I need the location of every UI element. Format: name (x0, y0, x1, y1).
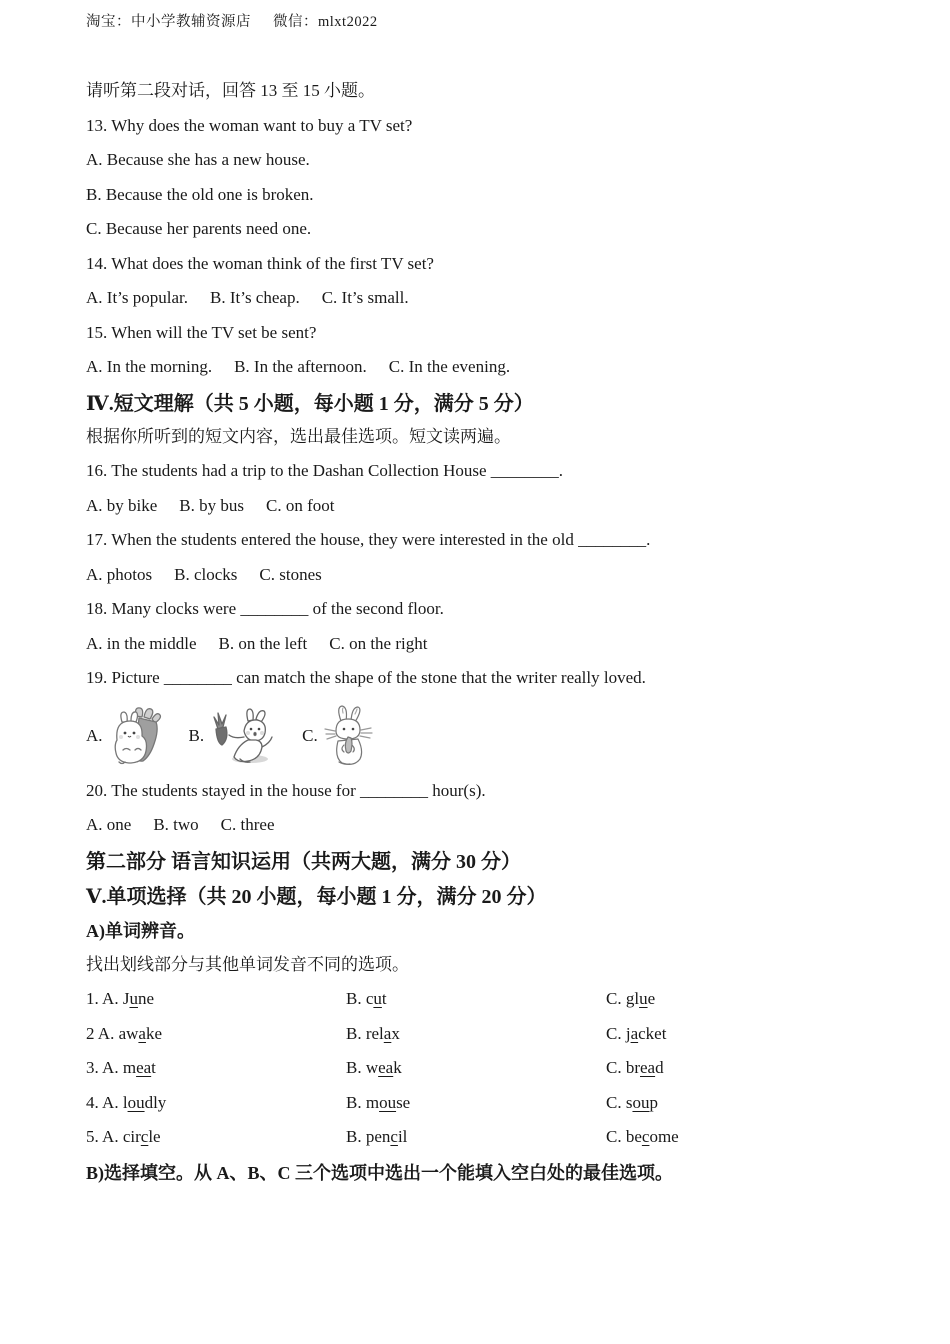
q16-options (86, 497, 890, 515)
q16-option-c: C. on foot (266, 495, 335, 515)
phonics-2b: B. relax (346, 1023, 400, 1043)
q15-option-c: C. In the evening. (388, 357, 511, 376)
picture-b-label: B. (188, 725, 205, 745)
picture-option-b (189, 707, 277, 765)
phonics-row-4 (86, 1094, 890, 1112)
rabbit-with-carrot-backpack-icon (109, 706, 163, 766)
question-17: 17. When the students entered the house, they were interested in the old ________. (86, 530, 651, 549)
phonics-4a: 4. A. loudly (86, 1092, 167, 1112)
q17-option-c: C. stones (259, 564, 322, 584)
sub-a-instruction: 找出划线部分与其他单词发音不同的选项。 (86, 954, 409, 974)
q17-options (86, 566, 890, 584)
rabbit-kicking-carrot-icon (210, 707, 276, 765)
taobao-label: 淘宝：中小学教辅资源店 (86, 14, 251, 30)
phonics-3b: B. weak (346, 1058, 402, 1077)
phonics-3c: C. bread (606, 1058, 664, 1077)
picture-a-label: A. (86, 725, 103, 745)
store-header (86, 14, 890, 30)
phonics-5a: 5. A. circle (86, 1127, 161, 1146)
phonics-row-5 (86, 1128, 890, 1146)
phonics-row-1 (86, 990, 890, 1008)
phonics-4b: B. mouse (346, 1092, 411, 1112)
q15-options (86, 358, 890, 376)
phonics-1c: C. glue (606, 989, 656, 1008)
question-20: 20. The students stayed in the house for ________ hour(s). (86, 780, 486, 800)
q18-options (86, 635, 890, 653)
q18-option-a: A. in the middle (86, 633, 197, 653)
question-18: 18. Many clocks were ________ of the second floor. (86, 599, 444, 618)
phonics-row-2 (86, 1025, 890, 1043)
q20-option-b: B. two (153, 815, 199, 834)
phonics-2a: 2 A. awake (86, 1023, 163, 1043)
q17-option-b: B. clocks (174, 564, 238, 584)
q19-picture-row (86, 704, 890, 768)
phonics-table (86, 990, 890, 1146)
rabbit-eating-carrot-icon (324, 705, 374, 767)
q14-option-c: C. It’s small. (321, 288, 409, 307)
picture-c-label: C. (302, 725, 318, 745)
q15-option-b: B. In the afternoon. (234, 357, 367, 376)
phonics-row-3 (86, 1059, 890, 1077)
phonics-3a: 3. A. meat (86, 1058, 156, 1077)
q15-option-a: A. In the morning. (86, 357, 213, 376)
part2-title: 第二部分 语言知识运用（共两大题，满分 30 分） (86, 850, 521, 873)
phonics-4c: C. soup (606, 1092, 658, 1112)
phonics-5b: B. pencil (346, 1127, 408, 1146)
q13-option-b: B. Because the old one is broken. (86, 184, 314, 204)
question-16: 16. The students had a trip to the Dashan Collection House ________. (86, 461, 564, 480)
dialog2-intro: 请听第二段对话，回答 13 至 15 小题。 (86, 81, 375, 100)
section-iv-title: Ⅳ.短文理解（共 5 小题，每小题 1 分，满分 5 分） (86, 392, 534, 415)
section-v-title: Ⅴ.单项选择（共 20 小题，每小题 1 分，满分 20 分） (86, 885, 547, 908)
q16-option-a: A. by bike (86, 495, 158, 515)
phonics-1b: B. cut (346, 989, 387, 1008)
q14-option-b: B. It’s cheap. (210, 288, 300, 307)
section-iv-instruction: 根据你所听到的短文内容，选出最佳选项。短文读两遍。 (86, 426, 511, 446)
q18-option-c: C. on the right (329, 633, 428, 653)
phonics-2c: C. jacket (606, 1023, 667, 1043)
wechat-label: 微信：mlxt2022 (273, 14, 378, 30)
q14-option-a: A. It’s popular. (86, 288, 188, 307)
q20-option-c: C. three (220, 815, 275, 834)
question-13: 13. Why does the woman want to buy a TV set? (86, 115, 413, 135)
question-15: 15. When will the TV set be sent? (86, 322, 317, 342)
q18-option-b: B. on the left (218, 633, 308, 653)
picture-option-c (302, 705, 374, 767)
q13-option-c: C. Because her parents need one. (86, 219, 312, 238)
q17-option-a: A. photos (86, 564, 153, 584)
sub-a-title: A)单词辨音。 (86, 920, 195, 941)
q20-options (86, 816, 890, 834)
phonics-5c: C. become (606, 1127, 679, 1146)
question-19: 19. Picture ________ can match the shape of the stone that the writer really loved. (86, 668, 646, 687)
picture-option-a (86, 706, 163, 766)
question-14: 14. What does the woman think of the first TV set? (86, 253, 434, 273)
q13-option-a: A. Because she has a new house. (86, 150, 310, 169)
sub-b-title: B)选择填空。从 A、B、C 三个选项中选出一个能填入空白处的最佳选项。 (86, 1162, 674, 1183)
q16-option-b: B. by bus (179, 495, 245, 515)
q20-option-a: A. one (86, 815, 132, 834)
phonics-1a: 1. A. June (86, 989, 155, 1008)
q14-options (86, 289, 890, 307)
